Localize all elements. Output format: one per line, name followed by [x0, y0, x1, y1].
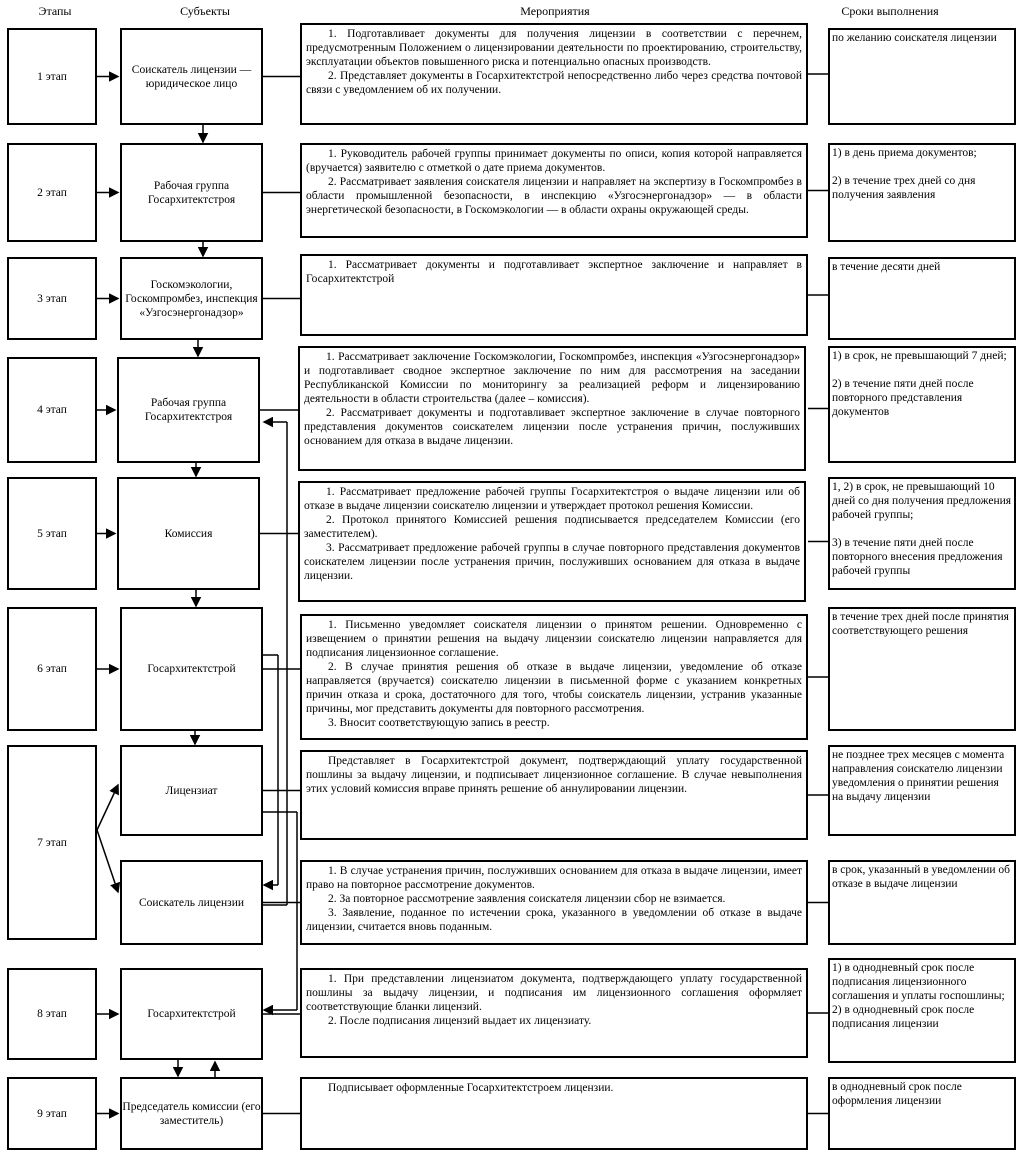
deadline-item: в течение трех дней после принятия соответствующего решения — [832, 611, 1009, 637]
activity-item: Подписывает оформленные Госархитектстроем лицензии. — [328, 1082, 614, 1094]
deadline-box — [828, 745, 1016, 836]
activity-item: 3. Заявление, поданное по истечении срока, указанного в уведомлении об отказе в выдаче лицензии, считается вновь поданным. — [306, 907, 802, 933]
subject-box — [120, 143, 263, 242]
stage-box: 7 этап — [7, 745, 97, 940]
deadline-box — [828, 607, 1016, 731]
activity-item: 3. Рассматривает предложение рабочей группы в случае повторного представления документов соискателем лицензии после устранения причин, послуживших основанием для отказа в выдаче лицензии. — [304, 542, 800, 582]
activity-item: 2. В случае принятия решения об отказе в выдаче лицензии, уведомление об отказе направляется (вручается) соискателю лицензии в письменной форме с указанием конкретных причин отказа и срока, достаточного для того, чтобы соискатель лицензии, устранив указанные причины, мог представить документы для повторного рассмотрения. — [306, 661, 802, 715]
deadline-box — [828, 1077, 1016, 1150]
activities-box — [300, 860, 808, 945]
subject-box — [120, 860, 263, 945]
subject-label: Госархитектстрой — [147, 1008, 236, 1020]
subject-label: Комиссия — [164, 527, 213, 540]
deadline-box — [828, 477, 1016, 590]
deadline-item: не позднее трех месяцев с момента направления соискателю лицензии уведомления о принятии решения на выдачу лицензии — [832, 749, 1005, 803]
subject-box — [120, 968, 263, 1060]
deadline-box — [828, 346, 1016, 463]
deadline-box — [828, 860, 1016, 945]
activities-box — [300, 23, 808, 125]
stage-box: 8 этап — [7, 968, 97, 1060]
subject-label: Рабочая группа Госархитектстроя — [144, 397, 233, 423]
activity-item: 1. Письменно уведомляет соискателя лицензии о принятом решении. Одновременно с извещением о принятии решения на выдачу лицензии соискателю лицензии направляется для подписания лицензионное соглашение. — [306, 619, 802, 659]
subject-box — [120, 745, 263, 836]
subject-box — [120, 257, 263, 340]
activities-box — [300, 254, 808, 336]
activity-item: 1. Рассматривает предложение рабочей группы Госархитектстроя о выдаче лицензии или об отказе в выдаче лицензии соискателю лицензии и утверждает протокол решения Комиссии. — [304, 486, 800, 512]
header-activities: Мероприятия — [520, 4, 590, 18]
subject-label: Госкомэкологии, Госкомпромбез, инспекция «Узгосэнергонадзор» — [125, 278, 258, 319]
deadline-item: 2) в течение пяти дней после повторного представления документов — [832, 378, 974, 418]
stage-box: 6 этап — [7, 607, 97, 731]
activities-box — [298, 346, 806, 471]
deadline-item: в однодневный срок после оформления лицензии — [832, 1081, 962, 1107]
subject-label: Лицензиат — [165, 784, 218, 797]
subject-label: Госархитектстрой — [147, 663, 236, 675]
activity-item: 2. Протокол принятого Комиссией решения подписывается председателем Комиссии (его заместителем). — [304, 514, 800, 540]
activity-item: Представляет в Госархитектстрой документ, подтверждающий уплату государственной пошлины за выдачу лицензии, и подписывает лицензионное соглашение. В случае невыполнения этих условий комиссия вправе принять решение об аннулировании лицензии. — [306, 755, 802, 795]
activities-box — [298, 481, 806, 602]
stage-box: 5 этап — [7, 477, 97, 590]
deadline-item: 1, 2) в срок, не превышающий 10 дней со дня получения предложения рабочей группы; — [832, 481, 1012, 521]
activity-item: 1. Рассматривает документы и подготавливает экспертное заключение и направляет в Госархитектстрой — [306, 259, 802, 285]
deadline-item: по желанию соискателя лицензии — [832, 32, 997, 44]
stage-box: 1 этап — [7, 28, 97, 125]
deadline-item: 3) в течение пяти дней после повторного внесения предложения рабочей группы — [832, 537, 1003, 577]
deadline-item: 2) в однодневный срок после подписания лицензии — [832, 1004, 975, 1030]
subject-box — [120, 1077, 263, 1150]
activities-box — [300, 1077, 808, 1150]
activity-item: 1. Подготавливает документы для получения лицензии в соответствии с перечнем, предусмотренным Положением о лицензировании деятельности по проектированию, строительству, эксплуатации объектов повышенного риска и потенциально опасных производств. — [306, 28, 802, 68]
stage-arrow — [97, 785, 118, 830]
subject-box — [120, 607, 263, 731]
deadline-item: в течение десяти дней — [832, 261, 941, 273]
activity-item: 2. Рассматривает документы и подготавливает экспертное заключение в случае повторного представления документов соискателем лицензии после устранения причин, послуживших основанием для отказа в выдаче лицензии. — [304, 407, 800, 447]
activity-item: 2. После подписания лицензий выдает их лицензиату. — [328, 1015, 592, 1027]
header-stages: Этапы — [38, 4, 72, 18]
deadline-box — [828, 257, 1016, 340]
subject-label: Соискатель лицензии — [138, 896, 245, 909]
stage-box: 9 этап — [7, 1077, 97, 1150]
deadline-item: в срок, указанный в уведомлении об отказе в выдаче лицензии — [832, 864, 1011, 890]
stage-box: 2 этап — [7, 143, 97, 242]
deadline-box — [828, 958, 1016, 1063]
header-subjects: Субъекты — [180, 4, 230, 18]
activities-box — [300, 143, 808, 238]
stage-arrow — [97, 830, 118, 892]
subject-label: Соискатель лицензии — юридическое лицо — [131, 63, 252, 90]
activity-item: 2. Представляет документы в Госархитектстрой непосредственно либо через средства почтовой связи с уведомлением об их получении. — [306, 70, 802, 96]
activity-item: 1. Рассматривает заключение Госкомэкологии, Госкомпромбез, инспекция «Узгосэнергонадзор» и подготавливает сводное экспертное заключение по ним для рассмотрения на заседании Республиканской Комиссии по мониторингу за реализацией реформ и лицензированию деятельности в области строительства (далее – комиссия). — [304, 351, 800, 405]
deadline-box — [828, 28, 1016, 125]
activity-item: 2. Рассматривает заявления соискателя лицензии и направляет на экспертизу в Госкомпромбез в области промышленной безопасности, в инспекцию «Узгосэнергонадзор» — в области энергетической безопасности, в Госкомэкологии — в области охраны окружающей среды. — [306, 176, 802, 216]
deadline-item: 1) в срок, не превышающий 7 дней; — [832, 350, 1007, 362]
deadline-box — [828, 143, 1016, 242]
stage-box: 3 этап — [7, 257, 97, 340]
activity-item: 1. В случае устранения причин, послуживших основанием для отказа в выдаче лицензии, имеет право на повторное рассмотрение документов. — [306, 865, 802, 891]
deadline-item: 2) в течение трех дней со дня получения заявления — [832, 175, 976, 201]
header-deadlines: Сроки выполнения — [841, 4, 939, 18]
activities-box — [300, 968, 808, 1058]
activity-item: 2. За повторное рассмотрение заявления соискателя лицензии сбор не взимается. — [328, 893, 726, 905]
activities-box — [300, 614, 808, 740]
deadline-item: 1) в однодневный срок после подписания лицензионного соглашения и уплаты госпошлины; — [832, 962, 1005, 1002]
activity-item: 3. Вносит соответствующую запись в реестр. — [328, 717, 550, 729]
activity-item: 1. При представлении лицензиатом документа, подтверждающего уплату государственной пошлины за выдачу лицензии, и подписания им лицензионного соглашения оформляет соответствующие бланки лицензий. — [306, 973, 802, 1013]
subject-box — [117, 357, 260, 463]
deadline-item: 1) в день приема документов; — [832, 147, 977, 159]
activity-item: 1. Руководитель рабочей группы принимает документы по описи, копия которой направляется (вручается) заявителю с отметкой о дате приема документов. — [306, 148, 802, 174]
subject-label: Председатель комиссии (его заместитель) — [122, 1100, 261, 1127]
activities-box — [300, 750, 808, 840]
subject-box — [120, 28, 263, 125]
stage-box: 4 этап — [7, 357, 97, 463]
subject-box — [117, 477, 260, 590]
subject-label: Рабочая группа Госархитектстроя — [147, 179, 236, 206]
